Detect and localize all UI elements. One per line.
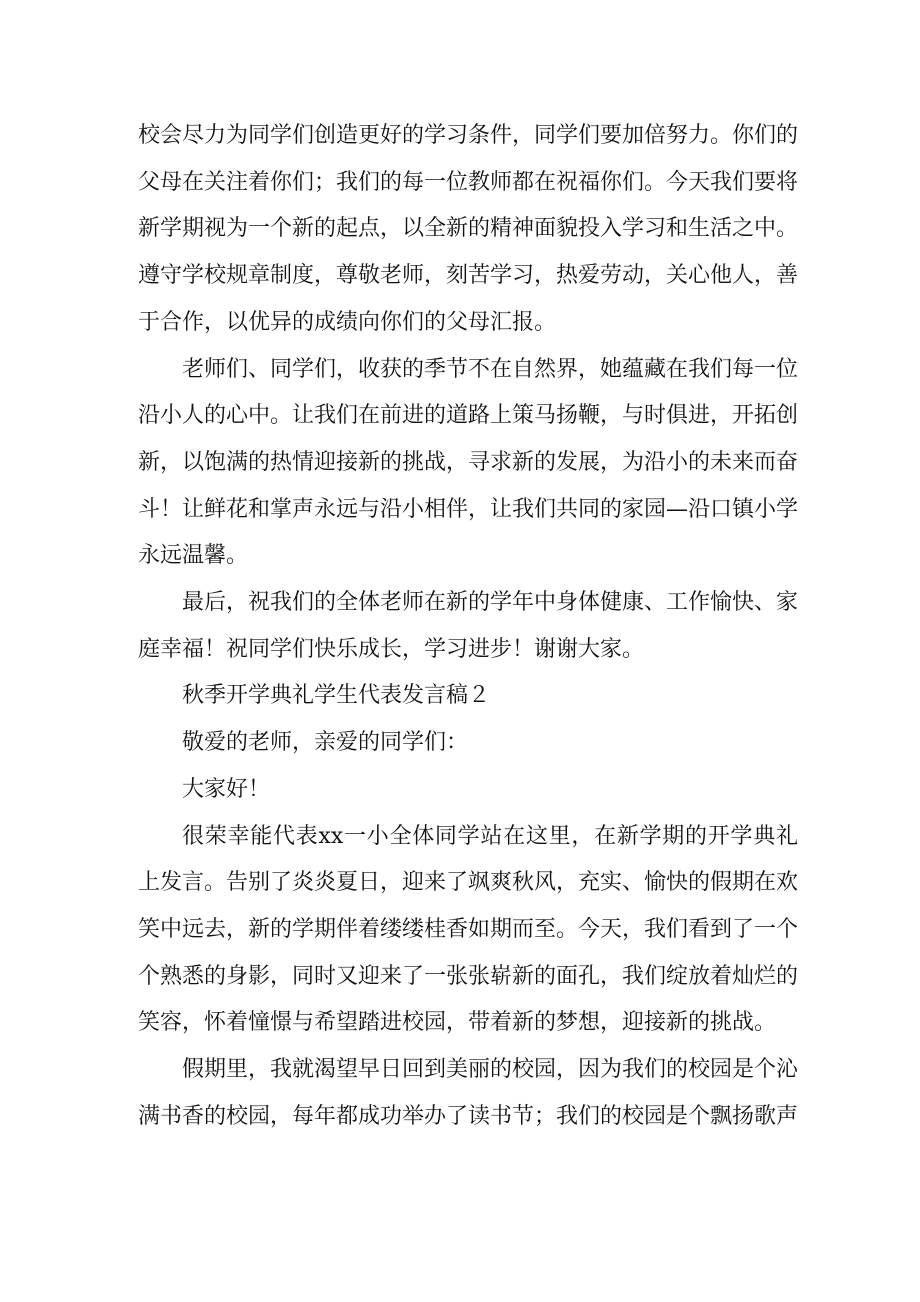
salutation: 敬爱的老师，亲爱的同学们：	[182, 730, 469, 756]
speech-heading: 秋季开学典礼学生代表发言稿２	[182, 683, 491, 709]
paragraph-holiday-longing: 假期里，我就渴望早日回到美丽的校园，因为我们的校园是个沁满书香的校园，每年都成功举办了读书节；我们的校园是个飘扬歌声	[138, 1057, 799, 1129]
paragraph-school-effort: 校会尽力为同学们创造更好的学习条件，同学们要加倍努力。你们的父母在关注着你们；我们的每一位教师都在祝福你们。今天我们要将新学期视为一个新的起点，以全新的精神面貌投入学习和生活之中。遵守学校规章制度，尊敬老师，刻苦学习，热爱劳动，关心他人，善于合作，以优异的成绩向你们的父母汇报。	[138, 123, 799, 335]
paragraph-harvest-season: 老师们、同学们，收获的季节不在自然界，她蕴藏在我们每一位沿小人的心中。让我们在前进的道路上策马扬鞭，与时俱进，开拓创新，以饱满的热情迎接新的挑战，寻求新的发展，为沿小的未来而奋斗！让鲜花和掌声永远与沿小相伴，让我们共同的家园—沿口镇小学永远温馨。	[138, 356, 799, 569]
document-body	[138, 113, 798, 1140]
paragraph-honored-to-speak: 很荣幸能代表xx一小全体同学站在这里，在新学期的开学典礼上发言。告别了炎炎夏日，迎来了飒爽秋风，充实、愉快的假期在欢笑中远去，新的学期伴着缕缕桂香如期而至。今天，我们看到了一个个熟悉的身影，同时又迎来了一张张崭新的面孔，我们绽放着灿烂的笑容，怀着憧憬与希望踏进校园，带着新的梦想，迎接新的挑战。	[138, 823, 799, 1036]
greeting: 大家好！	[182, 776, 271, 802]
paragraph-closing-wishes: 最后，祝我们的全体老师在新的学年中身体健康、工作愉快、家庭幸福！祝同学们快乐成长，学习进步！谢谢大家。	[138, 590, 799, 662]
